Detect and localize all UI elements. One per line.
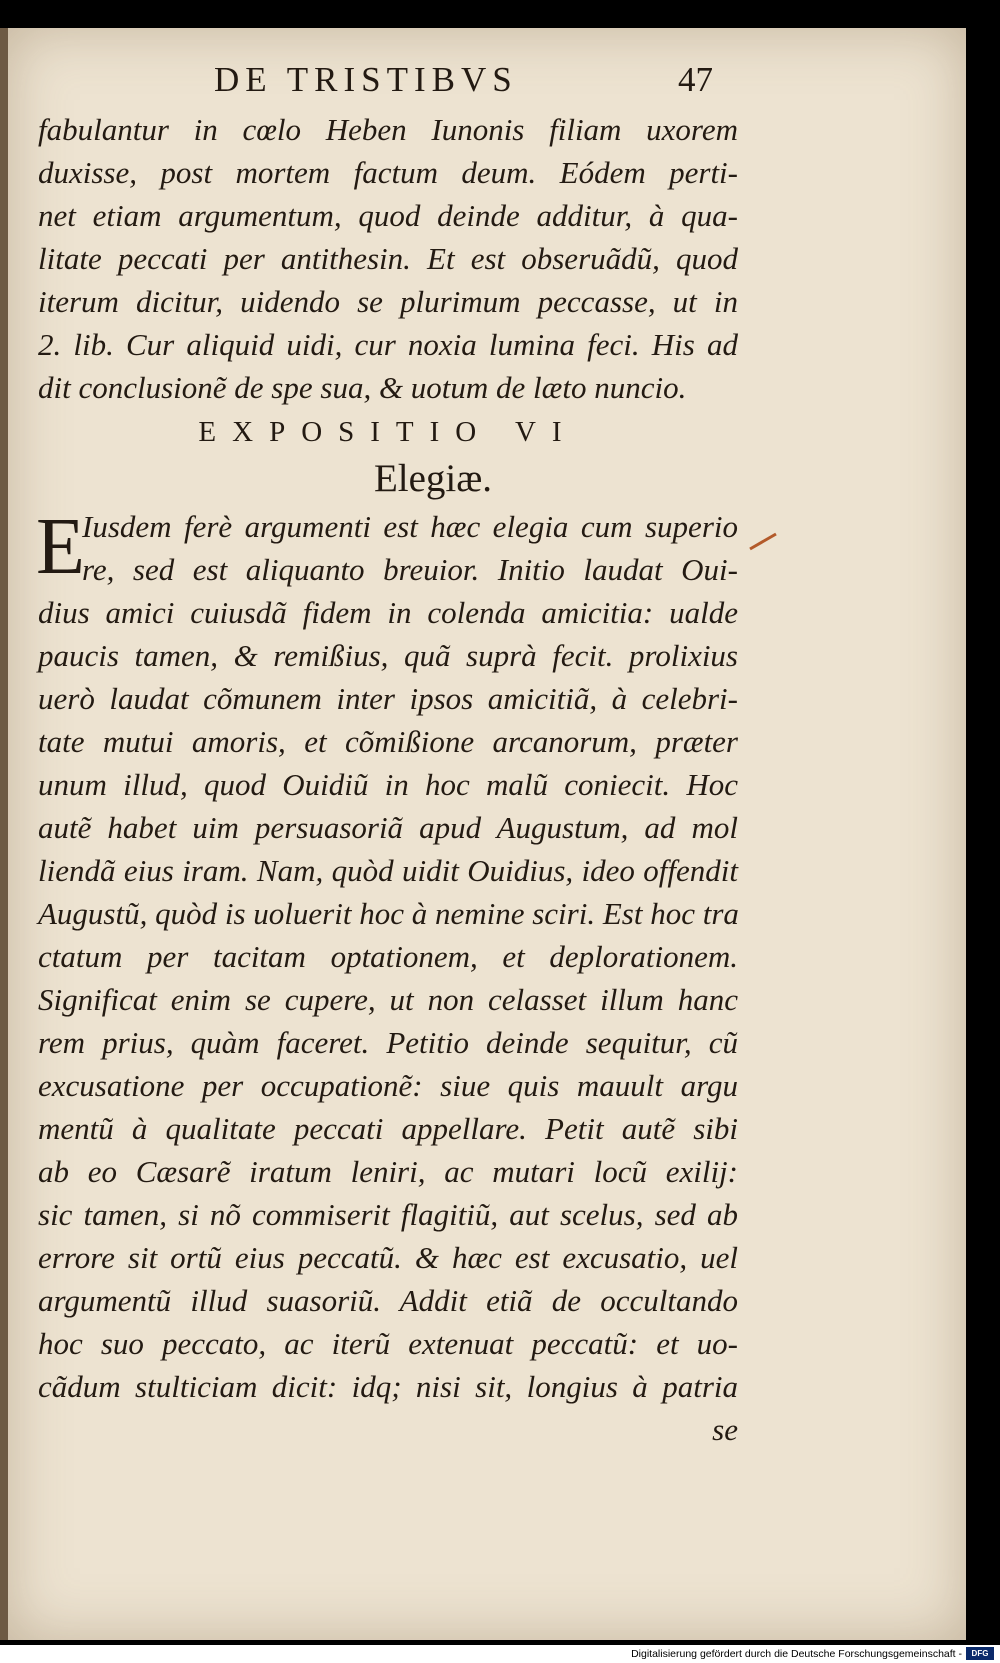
text-line: uerò laudat cõmunem inter ipsos amicitiã, à celebri-: [38, 681, 738, 716]
text-line: paucis tamen, & remißius, quã suprà fecit. prolixius: [38, 638, 738, 673]
catchword: se: [712, 1412, 738, 1447]
text-line: mentũ à qualitate peccati appellare. Petit autẽ sibi: [38, 1111, 738, 1146]
page-header: [38, 60, 738, 108]
text-line: unum illud, quod Ouidiũ in hoc malũ coniecit. Hoc: [38, 767, 738, 802]
text-line: litate peccati per antithesin. Et est obseruãdũ, quod: [38, 241, 738, 276]
text-line: duxisse, post mortem factum deum. Eódem perti-: [38, 155, 738, 190]
text-line: excusatione per occupationẽ: siue quis mauult argu: [38, 1068, 738, 1103]
text-line: ctatum per tacitam optationem, et deplorationem.: [38, 939, 738, 974]
text-line: autẽ habet uim persuasoriã apud Augustum, ad mol: [38, 810, 738, 845]
text-line: dius amici cuiusdã fidem in colenda amicitia: ualde: [38, 595, 738, 630]
page-number: 47: [678, 60, 713, 99]
drop-cap-paragraph: [38, 505, 738, 591]
text-block: [38, 60, 738, 1451]
text-line: iterum dicitur, uidendo se plurimum peccasse, ut in: [38, 284, 738, 319]
dfg-logo: DFG: [966, 1647, 994, 1660]
section-subtitle: Elegiæ.: [373, 457, 493, 500]
digitization-credit: Digitalisierung gefördert durch die Deutsche Forschungsgemeinschaft -: [631, 1648, 962, 1660]
text-line: Iusdem ferè argumenti est hæc elegia cum superio: [82, 509, 738, 544]
text-line: rem prius, quàm faceret. Petitio deinde sequitur, cũ: [38, 1025, 738, 1060]
text-line: fabulantur in cœlo Heben Iunonis filiam uxorem: [38, 112, 738, 147]
text-line: ab eo Cæsarẽ iratum leniri, ac mutari locũ exilij:: [38, 1154, 738, 1189]
text-line: sic tamen, si nõ commiserit flagitiũ, aut scelus, sed ab: [38, 1197, 738, 1232]
drop-cap: E: [36, 503, 85, 591]
running-head: DE TRISTIBVS: [214, 60, 518, 99]
text-line: hoc suo peccato, ac iterũ extenuat peccatũ: et uo-: [38, 1326, 738, 1361]
text-line: argumentũ illud suasoriũ. Addit etiã de occultando: [38, 1283, 738, 1318]
text-line: dit conclusionẽ de spe sua, & uotum de læto nuncio.: [38, 370, 687, 405]
text-line: re, sed est aliquanto breuior. Initio laudat Oui-: [82, 552, 738, 587]
text-line: net etiam argumentum, quod deinde additur, à qua-: [38, 198, 738, 233]
text-line: Significat enim se cupere, ut non celasset illum hanc: [38, 982, 738, 1017]
text-line: tate mutui amoris, et cõmißione arcanorum, præter: [38, 724, 738, 759]
section-title: EXPOSITIO VI: [198, 416, 578, 448]
text-line: Augustũ, quòd is uoluerit hoc à nemine sciri. Est hoc tra: [38, 896, 739, 931]
text-line: cãdum stulticiam dicit: idq; nisi sit, longius à patria: [38, 1369, 738, 1404]
text-line: 2. lib. Cur aliquid uidi, cur noxia lumina feci. His ad: [38, 327, 738, 362]
text-line: errore sit ortũ eius peccatũ. & hæc est excusatio, uel: [38, 1240, 738, 1275]
text-line: liendã eius iram. Nam, quòd uidit Ouidius, ideo offendit: [38, 853, 738, 888]
